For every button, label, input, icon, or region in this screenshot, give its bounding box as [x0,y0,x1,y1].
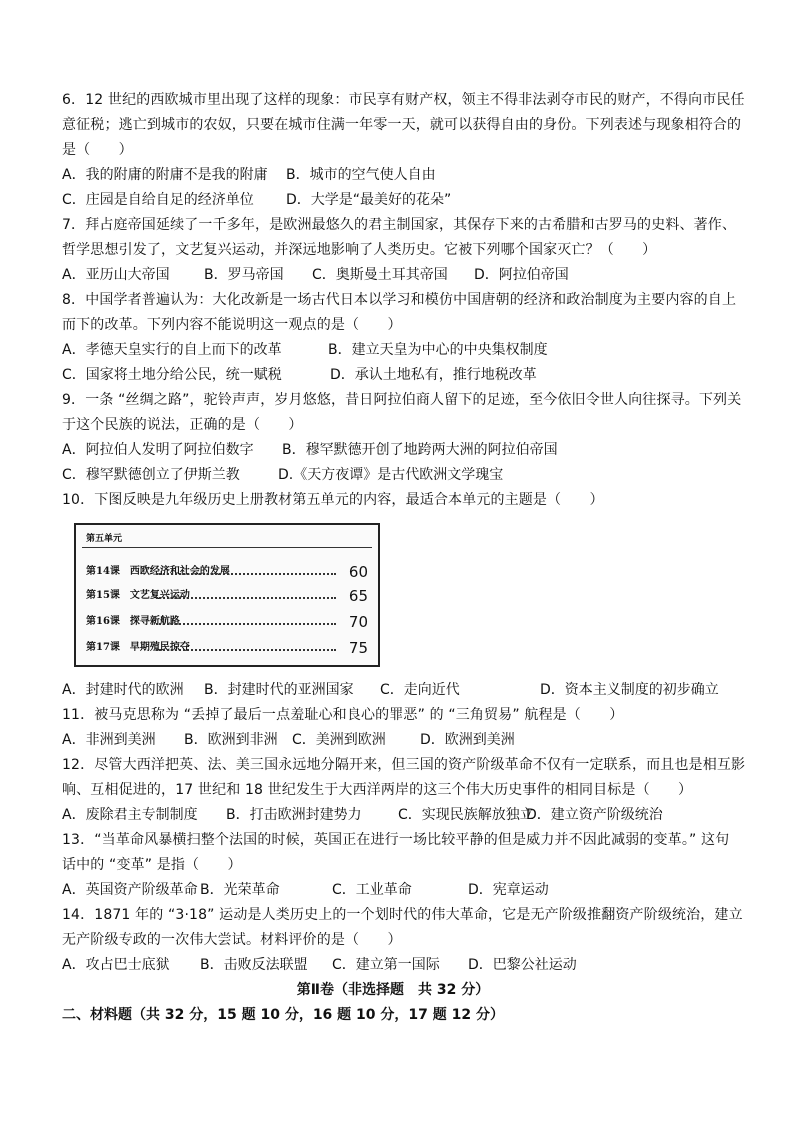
toc-leader [156,623,336,625]
option-b[interactable]: B．封建时代的亚洲国家 [204,682,354,698]
options-row [62,953,734,978]
option-c[interactable]: C．穆罕默德创立了伊斯兰教 [62,467,240,483]
option-b[interactable]: B．击败反法联盟 [200,957,308,973]
option-a[interactable]: A．封建时代的欧洲 [62,682,184,698]
option-a[interactable]: A．非洲到美洲 [62,732,156,748]
toc-leader [156,597,336,599]
question-14 [62,903,743,978]
toc-page-number: 65 [348,587,368,605]
options-row [62,728,734,753]
option-d[interactable]: D．阿拉伯帝国 [474,267,569,283]
toc-page-number: 75 [348,639,368,657]
option-c[interactable]: C．奥斯曼土耳其帝国 [312,267,448,283]
option-b[interactable]: B．光荣革命 [200,882,280,898]
question-12 [62,753,746,828]
question-text: 11．被马克思称为 “丢掉了最后一点羞耻心和良心的罪恶” 的 “三角贸易” 航程是（ ） [62,707,624,723]
option-d[interactable]: D．欧洲到美洲 [420,732,515,748]
option-a[interactable]: A．我的附庸的附庸不是我的附庸 [62,167,268,183]
toc-unit-title: 第五单元 [86,534,123,544]
option-a[interactable]: A．英国资产阶级革命 [62,882,198,898]
section-2-heading: 二、材料题（共 32 分，15 题 10 分，16 题 10 分，17 题 12 分） [62,1007,504,1023]
option-b[interactable]: B．穆罕默德开创了地跨两大洲的阿拉伯帝国 [282,442,558,458]
toc-leader [156,573,336,575]
option-a[interactable]: A．亚历山大帝国 [62,267,170,283]
option-d[interactable]: D．承认土地私有，推行地税改革 [330,367,537,383]
option-c[interactable]: C．庄园是自给自足的经济单位 [62,192,254,208]
option-a[interactable]: A．攻占巴士底狱 [62,957,170,973]
part-2-heading: 第Ⅱ卷（非选择题 共 32 分） [296,982,490,998]
question-text: 而下的改革。下列内容不能说明这一观点的是（ ） [62,317,402,333]
question-text: 8．中国学者普遍认为：大化改新是一场古代日本以学习和模仿中国唐朝的经济和政治制度为主要内容的自上 [62,292,737,308]
question-text: 于这个民族的说法，正确的是（ ） [62,417,303,433]
option-a[interactable]: A．孝德天皇实行的自上而下的改革 [62,342,282,358]
question-10 [62,488,734,703]
textbook-toc-image [74,523,380,667]
option-b[interactable]: B．罗马帝国 [204,267,284,283]
option-b[interactable]: B．欧洲到非洲 [184,732,278,748]
toc-row [86,633,370,657]
options-row [62,463,734,488]
option-d[interactable]: D.《天方夜谭》是古代欧洲文学瑰宝 [278,467,504,483]
options-row [62,803,734,828]
option-c[interactable]: C．国家将土地分给公民，统一赋税 [62,367,282,383]
question-text: 是（ ） [62,142,133,158]
option-c[interactable]: C．实现民族解放独立 [398,807,534,823]
options-row [62,438,734,463]
question-text: 7．拜占庭帝国延续了一千多年，是欧洲最悠久的君主制国家，其保存下来的古希腊和古罗马的史料、著作、 [62,217,737,233]
option-d[interactable]: D．宪章运动 [468,882,549,898]
toc-lesson-title: 第17课 早期殖民掠夺 [86,642,190,653]
question-7 [62,213,737,288]
options-row [62,338,734,363]
toc-lesson-title: 第15课 文艺复兴运动 [86,590,190,601]
option-d[interactable]: D．建立资产阶级统治 [526,807,663,823]
toc-row [86,557,370,581]
toc-page-number: 60 [348,563,368,581]
options-row [62,188,734,213]
options-row [62,163,734,188]
option-d[interactable]: D．资本主义制度的初步确立 [540,682,719,698]
toc-divider [82,547,372,548]
question-8 [62,288,737,388]
question-text: 无产阶级专政的一次伟大尝试。材料评价的是（ ） [62,932,402,948]
toc-page-number: 70 [348,613,368,631]
option-c[interactable]: C．走向近代 [380,682,460,698]
exam-page [62,88,746,1028]
options-row [62,878,734,903]
question-text: 话中的 “变革” 是指（ ） [62,857,242,873]
option-c[interactable]: C．美洲到欧洲 [292,732,386,748]
option-a[interactable]: A．废除君主专制制度 [62,807,198,823]
toc-lesson-title: 第14课 西欧经济和社会的发展 [86,566,230,577]
option-b[interactable]: B．打击欧洲封建势力 [226,807,362,823]
toc-row [86,607,370,631]
option-a[interactable]: A．阿拉伯人发明了阿拉伯数字 [62,442,254,458]
question-text: 响、互相促进的，17 世纪和 18 世纪发生于大西洋两岸的这三个伟大历史事件的相同目标是（ ） [62,782,693,798]
question-13 [62,828,734,903]
question-text: 6．12 世纪的西欧城市里出现了这样的现象：市民享有财产权，领主不得非法剥夺市民的财产，不得向市民任 [62,92,745,108]
question-6 [62,88,745,213]
toc-lesson-title: 第16课 探寻新航路 [86,616,180,627]
options-row [62,678,734,703]
option-c[interactable]: C．建立第一国际 [332,957,440,973]
options-row [62,263,734,288]
question-11 [62,703,734,753]
toc-leader [156,649,336,651]
question-text: 9．一条 “丝绸之路”，驼铃声声，岁月悠悠，昔日阿拉伯商人留下的足迹，至今依旧令世人向往探寻。下列关 [62,392,742,408]
option-c[interactable]: C．工业革命 [332,882,412,898]
option-d[interactable]: D．大学是“最美好的花朵” [286,192,452,208]
question-text: 12．尽管大西洋把英、法、美三国永远地分隔开来，但三国的资产阶级革命不仅有一定联系，而且也是相互影 [62,757,746,773]
question-text: 14．1871 年的 “3·18” 运动是人类历史上的一个划时代的伟大革命，它是无产阶级推翻资产阶级统治，建立 [62,907,743,923]
question-text: 意征税；逃亡到城市的农奴，只要在城市住满一年零一天，就可以获得自由的身份。下列表述与现象相符合的 [62,117,742,133]
toc-row [86,581,370,605]
option-d[interactable]: D．巴黎公社运动 [468,957,577,973]
question-text: 13．“当革命风暴横扫整个法国的时候，英国正在进行一场比较平静的但是威力并不因此减弱的变革。” 这句 [62,832,730,848]
question-text: 哲学思想引发了，文艺复兴运动，并深远地影响了人类历史。它被下列哪个国家灭亡？（ ） [62,242,657,258]
options-row [62,363,734,388]
question-9 [62,388,742,488]
textbook-toc-figure-wrap [62,513,734,678]
option-b[interactable]: B．建立天皇为中心的中央集权制度 [328,342,548,358]
question-text: 10．下图反映是九年级历史上册教材第五单元的内容，最适合本单元的主题是（ ） [62,492,604,508]
option-b[interactable]: B．城市的空气使人自由 [286,167,436,183]
